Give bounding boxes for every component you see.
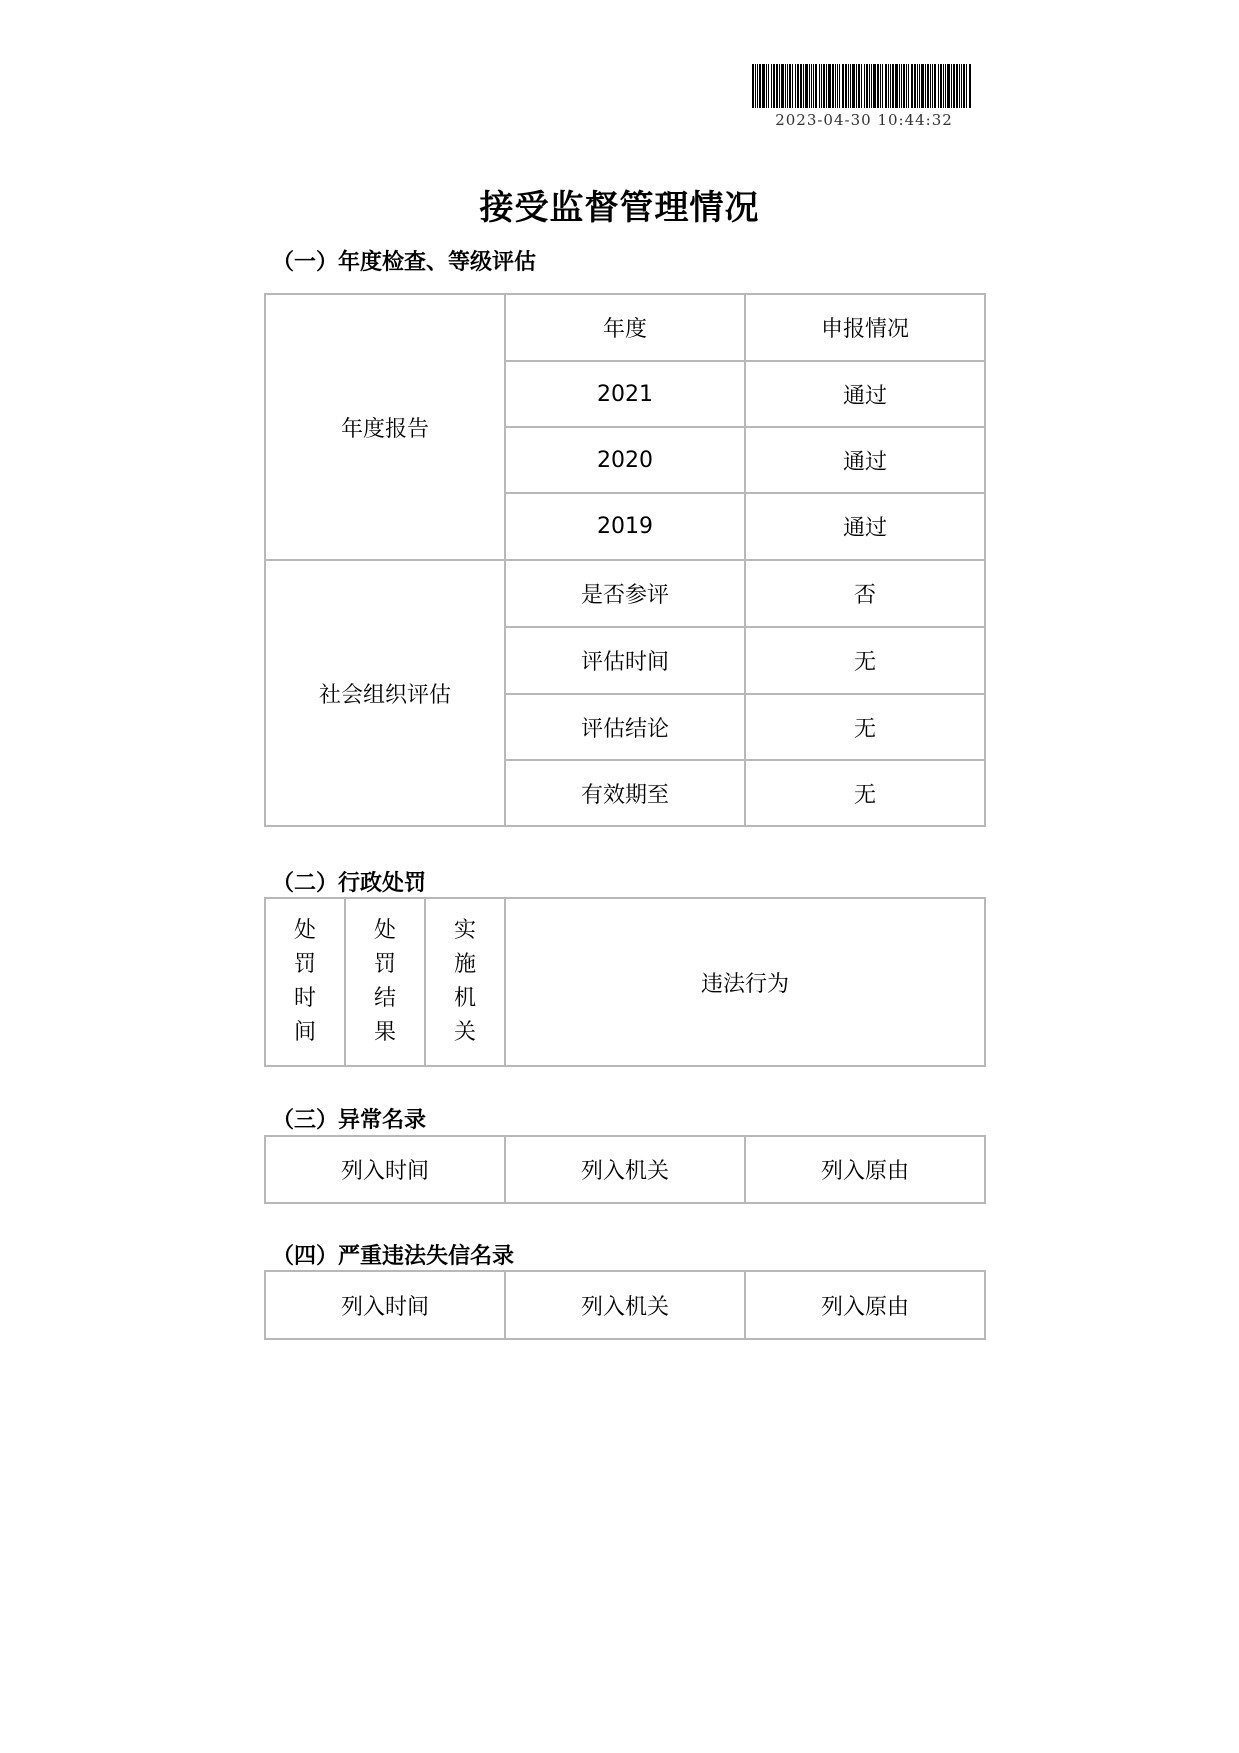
barcode-bar [781, 64, 784, 108]
barcode-bar [940, 64, 942, 108]
eval-label: 评估时间 [505, 627, 745, 694]
eval-value: 否 [745, 560, 985, 627]
barcode-bar [819, 64, 820, 108]
barcode-bar [809, 64, 810, 108]
barcode-bar [934, 64, 936, 108]
barcode-bar [771, 64, 772, 108]
barcode-bar [911, 64, 913, 108]
barcode-bar [835, 64, 836, 108]
barcode-bar [877, 64, 879, 108]
barcode-bar [882, 64, 883, 108]
col-header-violation: 违法行为 [505, 898, 985, 1066]
barcode-bar [800, 64, 802, 108]
barcode-bar [899, 64, 900, 108]
eval-label: 有效期至 [505, 760, 745, 826]
barcode-bar [762, 64, 765, 108]
barcode-bar [956, 64, 958, 108]
barcode-bar [773, 64, 775, 108]
barcode-bar [776, 64, 778, 108]
barcode-bar [953, 64, 955, 108]
col-header-penalty-agency: 实施机关 [425, 898, 505, 1066]
report-year: 2019 [505, 493, 745, 560]
barcode-bar [815, 64, 817, 108]
col-header-listed-time: 列入时间 [265, 1136, 505, 1203]
report-status: 通过 [745, 427, 985, 493]
barcode-bar [930, 64, 931, 108]
eval-label: 是否参评 [505, 560, 745, 627]
barcode-bar [757, 64, 758, 108]
col-header-listed-time: 列入时间 [265, 1271, 505, 1339]
barcode-bar [805, 64, 808, 108]
barcode-bar [861, 64, 862, 108]
report-year: 2020 [505, 427, 745, 493]
barcode-bar [969, 64, 971, 108]
barcode-bar [792, 64, 793, 108]
barcode-bar [839, 64, 840, 108]
barcode-bar [845, 64, 847, 108]
barcode-bar [813, 64, 814, 108]
barcode-bar [945, 64, 946, 108]
barcode-bar [959, 64, 960, 108]
barcode-bar [797, 64, 799, 108]
barcode-bar [963, 64, 965, 108]
eval-value: 无 [745, 694, 985, 760]
barcode-bar [787, 64, 788, 108]
barcode-bar [895, 64, 898, 108]
barcode-bar [766, 64, 767, 108]
barcode-bar [938, 64, 939, 108]
col-header-year: 年度 [505, 294, 745, 361]
barcode-bar [890, 64, 891, 108]
barcode-bar [888, 64, 889, 108]
col-header-penalty-result: 处罚结果 [345, 898, 425, 1066]
section-heading-abnormal-list: （三）异常名录 [272, 1108, 427, 1133]
barcode-bar [755, 64, 756, 108]
abnormal-list-table [264, 1135, 986, 1204]
report-status: 通过 [745, 493, 985, 560]
barcode-bar [795, 64, 796, 108]
barcode-bar [850, 64, 851, 108]
barcode-bar [826, 64, 827, 108]
barcode-bar [785, 64, 786, 108]
section-heading-serious-violation-list: （四）严重违法失信名录 [272, 1244, 515, 1269]
annual-report-label: 年度报告 [265, 294, 505, 560]
admin-penalty-table [264, 897, 986, 1067]
barcode-bar [828, 64, 831, 108]
social-eval-label: 社会组织评估 [265, 560, 505, 826]
barcode-bar [837, 64, 838, 108]
section-heading-admin-penalty: （二）行政处罚 [272, 871, 427, 896]
barcode-bar [906, 64, 907, 108]
serious-violation-table [264, 1270, 986, 1340]
barcode-bar [943, 64, 944, 108]
barcode-bar [947, 64, 950, 108]
barcode-bar [885, 64, 887, 108]
barcode-bar [803, 64, 804, 108]
barcode-bar [832, 64, 834, 108]
barcode-bar [869, 64, 870, 108]
barcode-bar [908, 64, 909, 108]
barcode-bar [919, 64, 920, 108]
barcode-bar [903, 64, 905, 108]
barcode-bar [864, 64, 865, 108]
barcode-bar [880, 64, 881, 108]
barcode-bar [932, 64, 933, 108]
barcode-bar [856, 64, 857, 108]
report-year: 2021 [505, 361, 745, 427]
eval-value: 无 [745, 760, 985, 826]
barcode-bar [925, 64, 926, 108]
eval-value: 无 [745, 627, 985, 694]
barcode-bar [927, 64, 929, 108]
barcode-bar [921, 64, 924, 108]
barcode-bar [842, 64, 844, 108]
eval-label: 评估结论 [505, 694, 745, 760]
col-header-penalty-time: 处罚时间 [265, 898, 345, 1066]
col-header-listed-agency: 列入机关 [505, 1136, 745, 1203]
barcode-bar [852, 64, 855, 108]
barcode-bar [892, 64, 894, 108]
page-title: 接受监督管理情况 [479, 188, 760, 228]
barcode-bar [768, 64, 769, 108]
barcode-bar [821, 64, 822, 108]
col-header-listed-agency: 列入机关 [505, 1271, 745, 1339]
barcode-bar [871, 64, 872, 108]
barcode [752, 64, 976, 108]
barcode-bar [901, 64, 902, 108]
barcode-bar [848, 64, 849, 108]
barcode-bar [873, 64, 876, 108]
barcode-bar [966, 64, 967, 108]
col-header-listed-reason: 列入原由 [745, 1136, 985, 1203]
annual-inspection-table [264, 293, 986, 827]
barcode-bar [759, 64, 761, 108]
section-heading-annual-inspection: （一）年度检查、等级评估 [272, 250, 537, 275]
barcode-bar [811, 64, 812, 108]
barcode-bar [823, 64, 825, 108]
barcode-bar [789, 64, 791, 108]
barcode-bar [752, 64, 754, 108]
barcode-bar [961, 64, 962, 108]
col-header-status: 申报情况 [745, 294, 985, 361]
print-timestamp: 2023-04-30 10:44:32 [775, 111, 953, 129]
barcode-bar [858, 64, 860, 108]
col-header-listed-reason: 列入原由 [745, 1271, 985, 1339]
barcode-bar [914, 64, 916, 108]
barcode-bar [866, 64, 868, 108]
barcode-bar [779, 64, 780, 108]
barcode-bar [917, 64, 918, 108]
barcode-bar [951, 64, 952, 108]
report-status: 通过 [745, 361, 985, 427]
